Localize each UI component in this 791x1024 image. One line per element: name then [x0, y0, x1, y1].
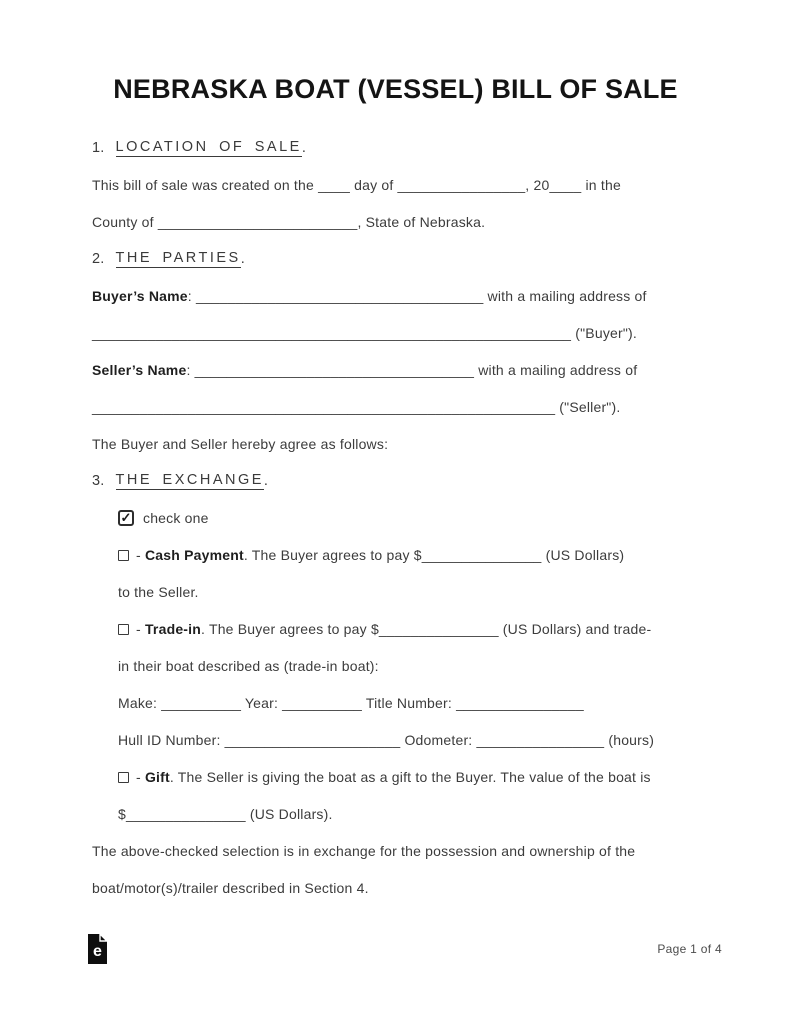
gift-checkbox[interactable] — [118, 772, 129, 783]
cash-payment-checkbox[interactable] — [118, 550, 129, 561]
document-file-icon — [88, 934, 108, 964]
trade-in-make-year-title-line: Make: __________ Year: __________ Title Number: ________________ — [118, 694, 584, 711]
brand-letter: e — [93, 943, 102, 960]
buyer-address-line: ____________________________________________________________ ("Buyer"). — [92, 324, 637, 341]
cash-payment-option: - Cash Payment . The Buyer agrees to pay $_______________ (US Dollars) — [92, 536, 722, 573]
document-title: NEBRASKA BOAT (VESSEL) BILL OF SALE — [113, 74, 678, 104]
section-3-heading: 3. THE EXCHANGE . — [92, 471, 269, 489]
sale-date-line: This bill of sale was created on the ____ day of ________________, 20____ in the — [92, 176, 621, 193]
eforms-logo-icon — [88, 934, 108, 964]
buyer-name-line: Buyer’s Name : ____________________________________ with a mailing address of — [92, 287, 647, 304]
cash-payment-continuation: to the Seller. — [118, 583, 199, 600]
exchange-summary-line-1: The above-checked selection is in exchange for the possession and ownership of the — [92, 842, 636, 859]
trade-in-hull-odometer-line: Hull ID Number: ______________________ Odometer: ________________ (hours) — [118, 731, 655, 748]
exchange-summary-line-2: boat/motor(s)/trailer described in Section 4. — [92, 879, 369, 896]
seller-address-line: __________________________________________________________ ("Seller"). — [92, 398, 621, 415]
section-1-heading: 1. LOCATION OF SALE . — [92, 138, 307, 156]
seller-name-line: Seller’s Name : ___________________________________ with a mailing address of — [92, 361, 638, 378]
section-2-heading: 2. THE PARTIES . — [92, 249, 245, 267]
check-one-indicator: ✓ check one — [92, 499, 722, 536]
gift-option: - Gift . The Seller is giving the boat as a gift to the Buyer. The value of the boat is — [92, 758, 722, 795]
page-indicator: Page 1 of 4 — [657, 942, 722, 956]
sale-county-line: County of _________________________, State of Nebraska. — [92, 213, 486, 230]
trade-in-continuation: in their boat described as (trade-in boat): — [118, 657, 379, 674]
trade-in-option: - Trade-in . The Buyer agrees to pay $_______________ (US Dollars) and trade- — [92, 610, 722, 647]
document-lines — [92, 129, 722, 906]
agreement-intro-line: The Buyer and Seller hereby agree as follows: — [92, 435, 389, 452]
gift-value-line: $_______________ (US Dollars). — [118, 805, 333, 822]
check-one-checkbox: ✓ — [118, 510, 134, 526]
trade-in-checkbox[interactable] — [118, 624, 129, 635]
